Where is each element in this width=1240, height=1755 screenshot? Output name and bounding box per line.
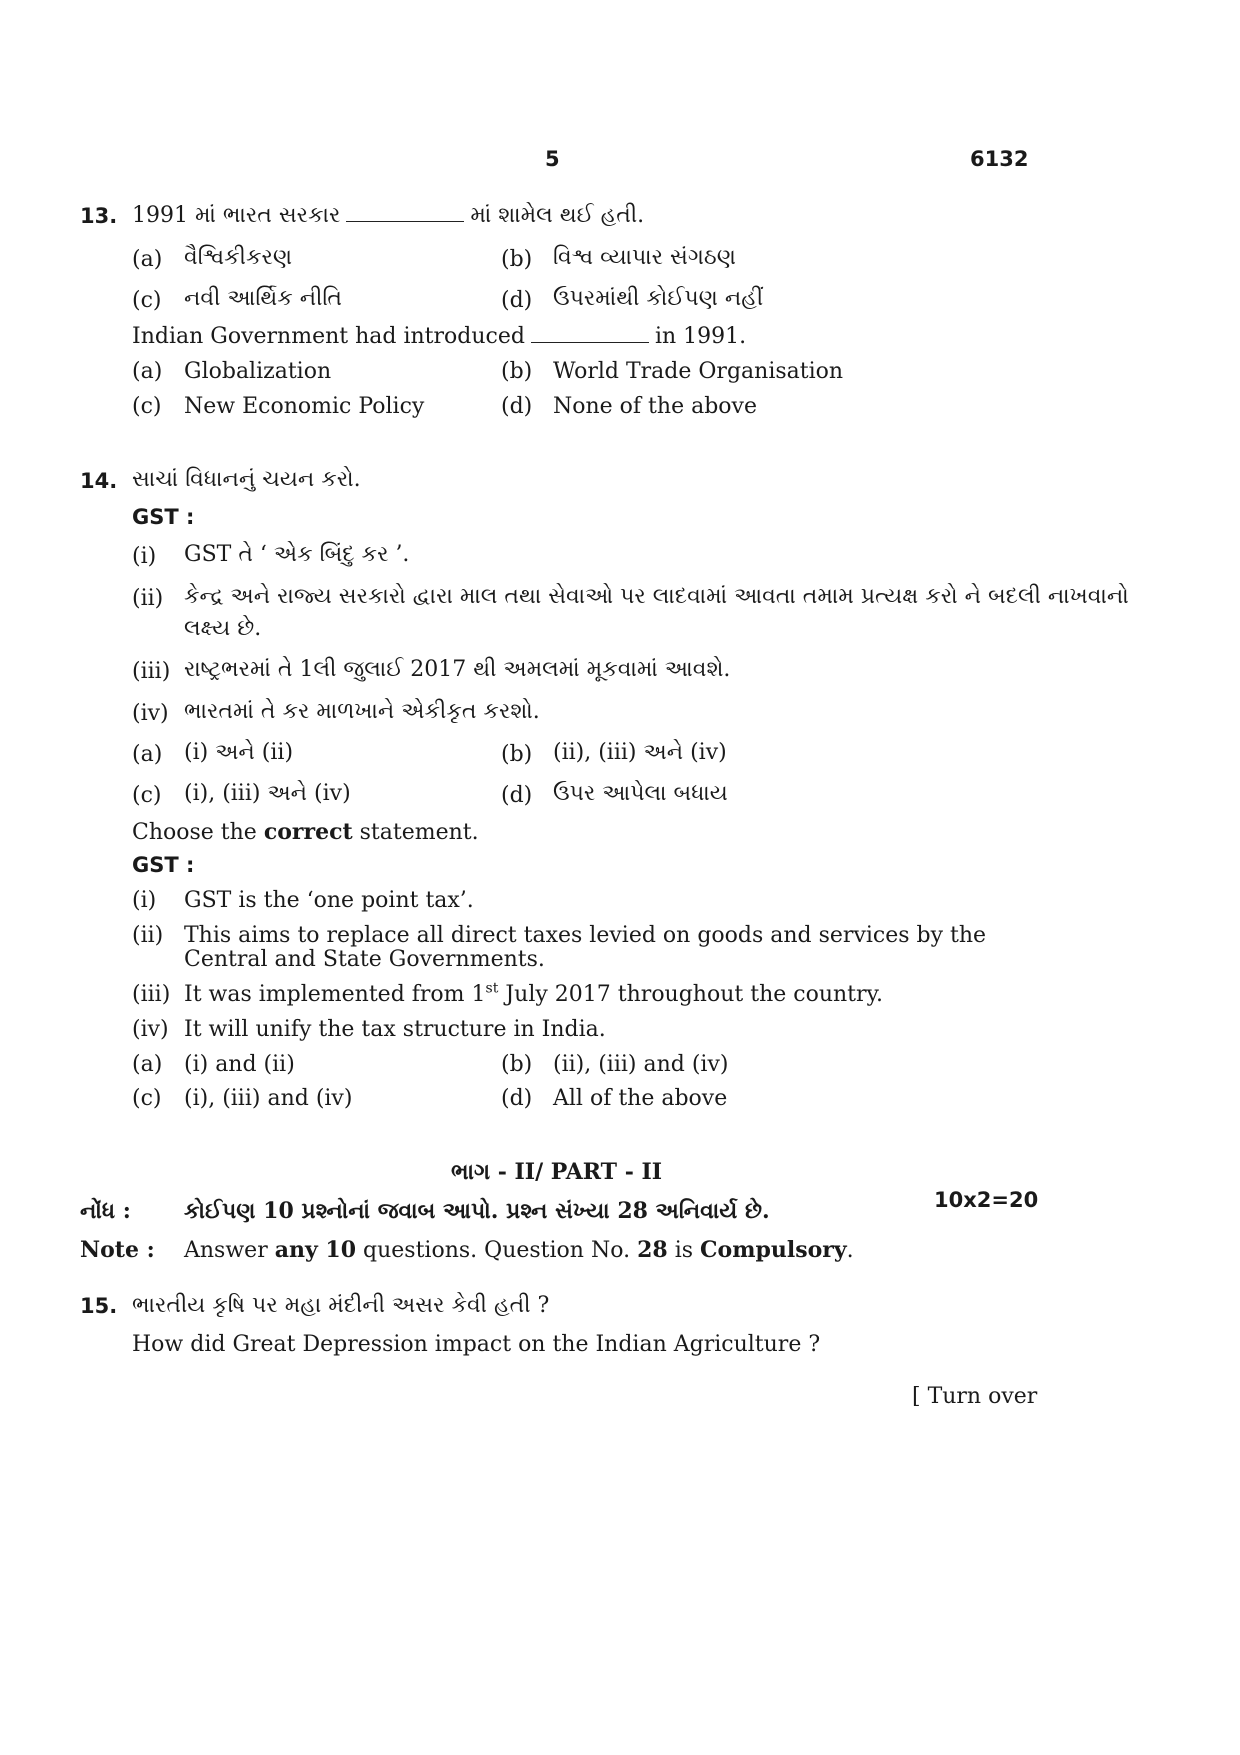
en-note-part-3: questions. Question No. [363,1238,631,1263]
option-label-d: (d) [501,783,533,808]
q13-gujarati-stem [132,202,644,230]
q14-gu-statement-i: GST તે ‘ એક બિંદુ કર ’. [184,542,410,567]
q14-en-statement-ii-line1: This aims to replace all direct taxes levied on goods and services by the [184,923,987,948]
gu-note-text: કોઈપણ 10 પ્રશ્નોનાં જવાબ આપો. પ્રશ્ન સંખ્યા 28 અનિવાર્ય છે. [184,1198,770,1224]
q13-gu-stem-pre: 1991 માં ભારત સરકાર [132,203,341,228]
answer-blank [531,324,649,343]
q14-en-option-c: (i), (iii) and (iv) [184,1086,353,1111]
q14-en-statement-ii-line2: Central and State Governments. [184,947,545,972]
en-note-text [184,1236,854,1265]
en-note-part-4: 28 [637,1237,668,1263]
q13-gu-option-d: ઉપરમાંથી કોઈપણ નહીં [553,286,764,311]
q14-gu-statement-ii-line1: કેન્દ્ર અને રાજ્ય સરકારો દ્વારા માલ તથા સેવાઓ પર લાદવામાં આવતા તમામ પ્રત્યક્ષ કરો ને બદલી નાખવાનો [184,584,1129,609]
q14-gu-statement-ii-line2: લક્ષ્ય છે. [184,616,262,641]
ordinal-suffix: st [485,980,499,997]
q14-en-statement-iii-pre: It was implemented from 1 [184,982,486,1007]
q13-gu-option-c: નવી આર્થિક નીતિ [184,286,342,311]
option-label-a: (a) [132,359,163,384]
en-note-part-6: Compulsory [700,1237,847,1263]
q13-en-stem-pre: Indian Government had introduced [132,324,525,349]
turn-over-note: [ Turn over [912,1384,1038,1409]
q14-en-statement-iii-post: July 2017 throughout the country. [505,982,884,1007]
q14-en-option-b: (ii), (iii) and (iv) [553,1052,729,1077]
q13-en-option-c: New Economic Policy [184,394,425,419]
q13-gu-stem-post: માં શામેલ થઈ હતી. [470,203,645,228]
option-label-c: (c) [132,288,162,313]
q13-gu-option-a: વૈશ્વિકીકરણ [184,245,293,270]
part-heading: ભાગ - II/ PART - II [451,1159,663,1185]
statement-label-i: (i) [132,888,157,913]
question-number-15: 15. [80,1294,118,1318]
statement-label-ii: (ii) [132,923,164,948]
statement-label-iii: (iii) [132,659,171,684]
q13-en-option-d: None of the above [553,394,757,419]
gst-label: GST : [132,853,195,877]
gu-note-label: નોંધ : [80,1198,131,1224]
option-label-c: (c) [132,783,162,808]
option-label-a: (a) [132,742,163,767]
q15-gujarati-stem: ભારતીય કૃષિ પર મહા મંદીની અસર કેવી હતી ? [132,1293,550,1318]
q14-en-statement-iii [184,981,883,1009]
en-note-part-2: any 10 [274,1237,357,1263]
q14-gu-option-a: (i) અને (ii) [184,740,294,765]
option-label-d: (d) [501,1086,533,1111]
q14-en-statement-iv: It will unify the tax structure in India. [184,1017,606,1042]
q13-english-stem [132,323,746,351]
q14-gujarati-stem: સાચાં વિધાનનું ચયન કરો. [132,467,361,492]
question-number-13: 13. [80,204,118,228]
option-label-a: (a) [132,1052,163,1077]
option-label-b: (b) [501,359,533,384]
q14-english-stem [132,818,479,847]
en-note-part-1: Answer [184,1238,268,1263]
q13-en-option-a: Globalization [184,359,332,384]
statement-label-ii: (ii) [132,586,164,611]
marks-scheme: 10x2=20 [934,1188,1039,1212]
en-note-part-5: is [674,1238,694,1263]
option-label-d: (d) [501,394,533,419]
option-label-b: (b) [501,1052,533,1077]
q14-gu-option-b: (ii), (iii) અને (iv) [553,740,727,765]
q13-en-option-b: World Trade Organisation [553,359,844,384]
en-note-part-7: . [846,1238,854,1263]
q14-gu-statement-iii: રાષ્ટ્રભરમાં તે 1લી જુલાઈ 2017 થી અમલમાં મૂકવામાં આવશે. [184,657,731,682]
page-number: 5 [545,147,560,171]
option-label-b: (b) [501,742,533,767]
q14-en-stem-bold: correct [263,819,353,845]
q14-en-stem-pre: Choose the [132,820,257,845]
q13-en-stem-post: in 1991. [654,324,747,349]
option-label-c: (c) [132,1086,162,1111]
answer-blank [346,203,464,222]
option-label-c: (c) [132,394,162,419]
q14-gu-option-d: ઉપર આપેલા બધાય [553,781,728,806]
q13-gu-option-b: વિશ્વ વ્યાપાર સંગઠણ [553,245,736,270]
option-label-a: (a) [132,247,163,272]
q14-gu-option-c: (i), (iii) અને (iv) [184,781,351,806]
option-label-d: (d) [501,288,533,313]
question-number-14: 14. [80,469,118,493]
paper-code: 6132 [970,147,1029,171]
q14-en-statement-i: GST is the ‘one point tax’. [184,888,474,913]
q14-en-stem-post: statement. [359,820,479,845]
statement-label-iv: (iv) [132,1017,169,1042]
q14-gu-statement-iv: ભારતમાં તે કર માળખાને એકીકૃત કરશો. [184,699,540,724]
q14-en-option-d: All of the above [553,1086,728,1111]
statement-label-i: (i) [132,544,157,569]
statement-label-iv: (iv) [132,701,169,726]
statement-label-iii: (iii) [132,982,171,1007]
en-note-label: Note : [80,1237,155,1263]
option-label-b: (b) [501,247,533,272]
gst-label: GST : [132,505,195,529]
q15-english-stem: How did Great Depression impact on the Indian Agriculture ? [132,1332,821,1357]
q14-en-option-a: (i) and (ii) [184,1052,295,1077]
